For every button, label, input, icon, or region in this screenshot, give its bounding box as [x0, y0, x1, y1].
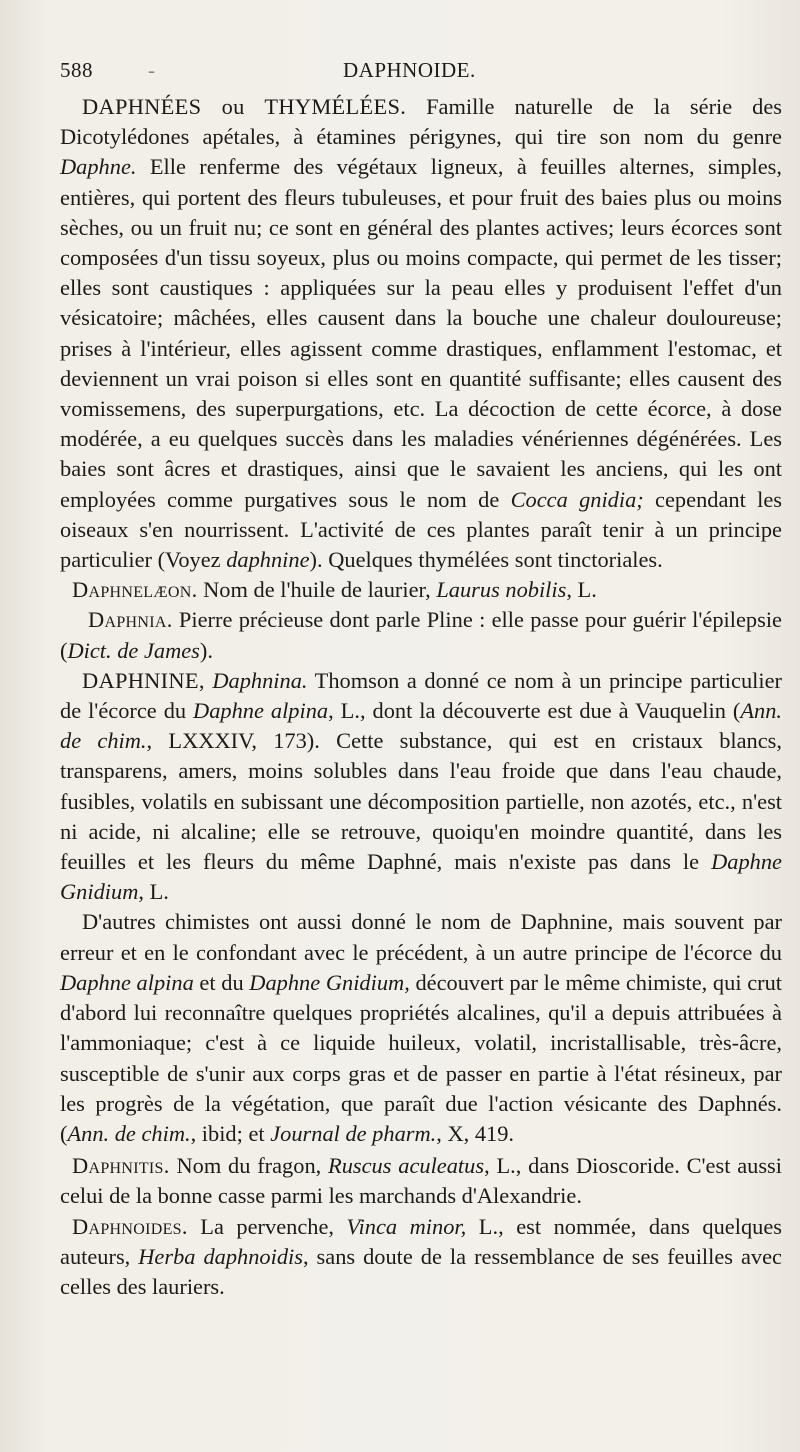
entry-daphnitis — [60, 1151, 782, 1211]
entry-text: , sans doute de la ressemblance de ses feuilles avec celles des lauriers. — [60, 1243, 782, 1299]
entry-text: , découvert par le même chimiste, qui crut d'abord lui reconnaître quelques propriétés alcalines, qu'il a depuis attribuées à l'ammoniaque; c'est à ce liquide huileux, volatil, incristallisable, très-âcre, susceptible de s'unir aux corps gras et de passer en partie à l'état résineux, par les progrès de la végétation, que paraît due l'action vésicante des Daphnés. ( — [60, 969, 783, 1146]
entry-italic: Daphnina. — [212, 667, 308, 693]
entry-text: et du — [193, 969, 250, 995]
running-head — [60, 52, 782, 82]
entry-italic: Daphne alpina — [193, 698, 329, 724]
entry-daphnoides — [60, 1212, 782, 1303]
entry-italic: Daphne. — [60, 154, 137, 180]
entry-text: Thomson a donné ce nom à un principe particulier de l'écorce du — [60, 667, 782, 724]
entry-italic: Vinca minor, — [346, 1213, 467, 1239]
entry-text: Famille naturelle de la série des Dicotylédones apétales, à étamines périgynes, qui tire son nom du genre — [60, 94, 782, 150]
entry-daphnelaeon — [60, 575, 782, 605]
entry-text: , ibid; et — [190, 1120, 271, 1146]
entry-text: Nom de l'huile de laurier, — [197, 577, 437, 603]
entry-italic: Ruscus aculeatus — [328, 1153, 485, 1179]
entry-italic: Daphne Gnidium — [60, 849, 782, 905]
entry-italic: Cocca gnidia; — [510, 486, 644, 512]
entry-italic: Journal de pharm. — [270, 1120, 437, 1146]
entry-headword: Daphnoides. — [72, 1213, 188, 1239]
running-head-dash: - — [148, 58, 156, 82]
entry-headword: DAPHNÉES ou THYMÉLÉES. — [82, 94, 407, 119]
entry-text: , LXXXIV, 173). Cette substance, qui est en cristaux blancs, transparens, amers, moins solubles dans l'eau froide que dans l'eau chaude, fusibles, volatils en subissant une décomposition partielle, non azotés, etc., n'est ni acide, ni alcaline; elle se retrouve, quoiqu'en moindre quantité, dans les feuilles et les fleurs du même Daphné, mais n'existe pas dans le — [60, 728, 782, 875]
entry-text: , L. — [566, 577, 597, 603]
entry-headword: Daphnelæon. — [72, 577, 198, 603]
entry-italic: Daphne Gnidium — [249, 969, 405, 995]
page-body — [60, 92, 782, 1302]
entry-text: cependant les oiseaux s'en nourrissent. L'activité de ces plantes paraît tenir à un principe particulier (Voyez — [60, 486, 782, 573]
entry-daphnine-continued — [60, 907, 782, 1149]
entry-text: ). Quelques thymélées sont tinctoriales. — [309, 547, 663, 573]
entry-italic: Dict. de James — [67, 637, 200, 663]
entry-headword: DAPHNINE, — [82, 667, 205, 693]
page-number: 588 — [60, 58, 93, 82]
entry-text: La pervenche, — [187, 1213, 347, 1239]
entry-daphnees — [60, 92, 782, 575]
entry-text: Nom du fragon, — [169, 1153, 329, 1179]
entry-italic: Laurus nobilis — [436, 577, 567, 603]
entry-text: , X, 419. — [436, 1120, 515, 1146]
entry-text: Pierre précieuse dont parle Pline : elle passe pour guérir l'épilepsie ( — [60, 607, 782, 663]
entry-text: ). — [199, 637, 213, 663]
entry-italic: Daphne alpina — [60, 969, 194, 995]
entry-daphnia — [60, 605, 782, 665]
entry-text: , L., dont la découverte est due à Vauquelin ( — [328, 698, 741, 724]
entry-headword: Daphnitis. — [72, 1153, 170, 1179]
entry-italic: daphnine — [226, 547, 310, 573]
entry-daphnine — [60, 666, 782, 908]
entry-italic: Herba daphnoidis — [138, 1243, 303, 1269]
entry-headword: Daphnia. — [88, 607, 173, 633]
entry-text: Elle renferme des végétaux ligneux, à feuilles alternes, simples, entières, qui portent des fleurs tubuleuses, et pour fruit des baies plus ou moins sèches, ou un fruit nu; ce sont en général des plantes actives; leurs écorces sont composées d'un tissu soyeux, plus ou moins compacte, qui permet de les tisser; elles sont caustiques : appliquées sur la peau elles y produisent l'effet d'un vésicatoire; mâchées, elles causent dans la bouche une chaleur douloureuse; prises à l'intérieur, elles agissent comme drastiques, enflamment l'estomac, et deviennent un vrai poison si elles sont en quantité suffisante; elles causent des vomissemens, des superpurgations, etc. La décoction de cette écorce, à dose modérée, a eu quelques succès dans les maladies vénériennes dégénérées. Les baies sont âcres et drastiques, ainsi que le savaient les anciens, qui les ont employées comme purgatives sous le nom de — [60, 154, 782, 512]
entry-italic: Ann. de chim. — [60, 698, 782, 754]
entry-italic: Ann. de chim. — [67, 1120, 191, 1146]
entry-text: L., est nommée, dans quelques auteurs, — [60, 1213, 782, 1269]
entry-text: , L. — [138, 879, 169, 905]
entry-text: D'autres chimistes ont aussi donné le nom de Daphnine, mais souvent par erreur et en le confondant avec le précédent, à un autre principe de l'écorce du — [60, 909, 782, 965]
entry-text: , L., dans Dioscoride. C'est aussi celui de la bonne casse parmi les marchands d'Alexandrie. — [60, 1153, 782, 1209]
running-title: DAPHNOIDE. — [343, 58, 476, 82]
